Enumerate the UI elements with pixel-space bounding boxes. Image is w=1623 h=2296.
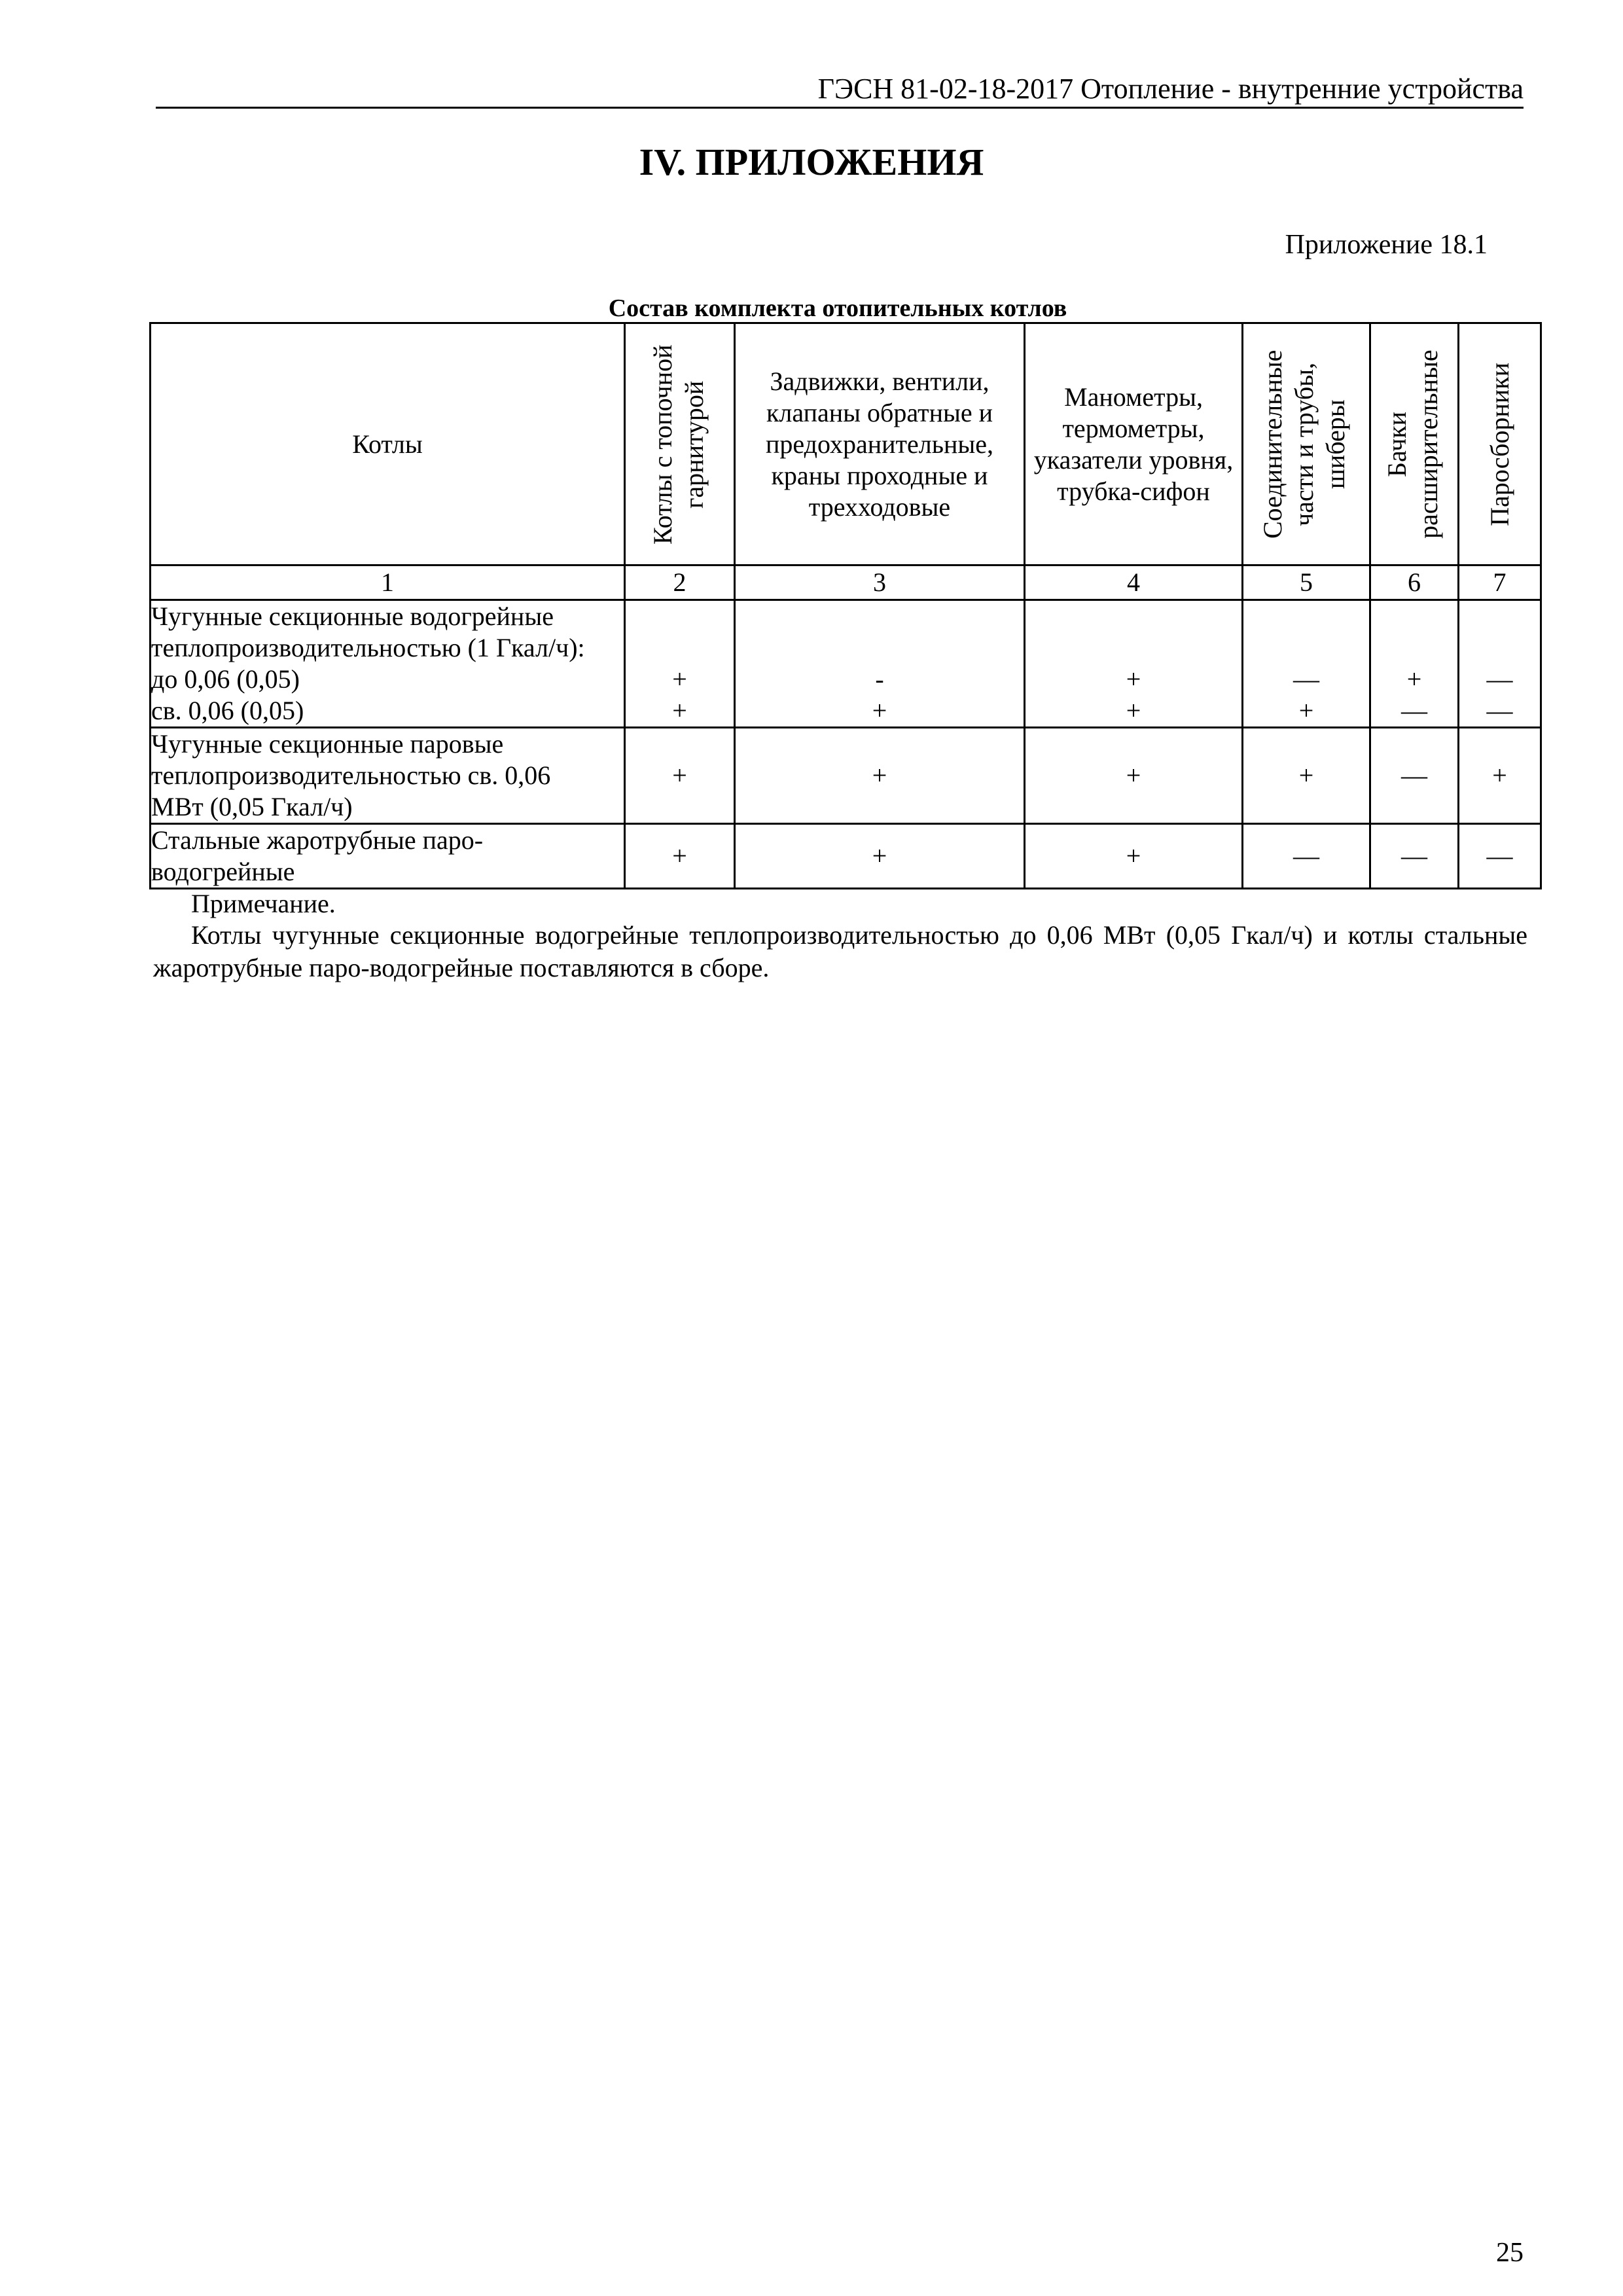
row-name-line: Стальные жаротрубные паро- <box>151 825 484 855</box>
row-name-line: теплопроизводительностью (1 Гкал/ч): <box>151 633 585 662</box>
mark-cell <box>735 600 1025 728</box>
table-caption: Состав комплекта отопительных котлов <box>608 295 1067 322</box>
mark: + <box>1126 664 1141 694</box>
mark-cell: + <box>1243 728 1370 824</box>
header-rule <box>156 107 1524 109</box>
mark: + <box>672 696 687 725</box>
header-text: Бачки расширительные <box>1382 350 1443 539</box>
row-name-line: Чугунные секционные паровые <box>151 729 504 759</box>
mark: — <box>1486 664 1513 694</box>
mark-cell: — <box>1243 824 1370 889</box>
row-name-line: св. 0,06 (0,05) <box>151 696 304 725</box>
row-name-line: водогрейные <box>151 857 295 886</box>
header-cell-furnace-fittings <box>625 323 735 565</box>
section-title: IV. ПРИЛОЖЕНИЯ <box>639 141 984 183</box>
mark-cell: — <box>1370 824 1459 889</box>
column-number: 7 <box>1459 565 1541 600</box>
mark-cell <box>1459 600 1541 728</box>
column-number: 5 <box>1243 565 1370 600</box>
mark: — <box>1293 664 1319 694</box>
mark: - <box>875 664 884 694</box>
header-cell-valves <box>735 323 1025 565</box>
row-name <box>151 600 625 728</box>
column-number: 6 <box>1370 565 1459 600</box>
column-number: 1 <box>151 565 625 600</box>
mark: — <box>1401 696 1427 725</box>
mark-cell: + <box>1025 824 1243 889</box>
row-name-line: МВт (0,05 Гкал/ч) <box>151 792 353 821</box>
header-cell-pipes <box>1243 323 1370 565</box>
header-text: Соединительные части и трубы, шиберы <box>1258 350 1350 539</box>
header-text: Котлы <box>352 429 423 459</box>
column-number: 3 <box>735 565 1025 600</box>
mark-cell: — <box>1370 728 1459 824</box>
mark-cell <box>1370 600 1459 728</box>
mark-cell <box>1025 600 1243 728</box>
mark-cell <box>625 600 735 728</box>
mark: + <box>872 696 887 725</box>
mark: — <box>1486 696 1513 725</box>
header-cell-steam-collectors <box>1459 323 1541 565</box>
running-header: ГЭСН 81-02-18-2017 Отопление - внутренние устройства <box>817 73 1524 105</box>
boiler-kit-table <box>149 322 1542 889</box>
mark: + <box>1126 696 1141 725</box>
column-number: 4 <box>1025 565 1243 600</box>
mark-cell: + <box>1459 728 1541 824</box>
note-title: Примечание. <box>191 889 336 918</box>
mark-cell: + <box>625 728 735 824</box>
mark: + <box>1298 696 1314 725</box>
table-row <box>151 728 1541 824</box>
header-cell-gauges <box>1025 323 1243 565</box>
mark-cell: + <box>735 728 1025 824</box>
row-name-line: Чугунные секционные водогрейные <box>151 601 554 631</box>
note-text: Котлы чугунные секционные водогрейные теплопроизводительностью до 0,06 МВт (0,05 Гкал/ч) и котлы стальные жаротрубные паро-водогрейные поставляются в сборе. <box>153 920 1527 982</box>
mark-cell: + <box>625 824 735 889</box>
row-name <box>151 824 625 889</box>
mark: + <box>672 664 687 694</box>
table-row <box>151 824 1541 889</box>
page-number: 25 <box>1496 2238 1524 2268</box>
header-text: Паросборники <box>1484 362 1514 526</box>
row-name-line: до 0,06 (0,05) <box>151 664 300 694</box>
appendix-label: Приложение 18.1 <box>1285 230 1488 260</box>
header-cell-expansion-tanks <box>1370 323 1459 565</box>
column-number: 2 <box>625 565 735 600</box>
mark-cell: + <box>1025 728 1243 824</box>
column-number-row <box>151 565 1541 600</box>
mark-cell: + <box>735 824 1025 889</box>
mark-cell <box>1243 600 1370 728</box>
header-text: Котлы с топочной гарнитурой <box>647 344 709 545</box>
mark-cell: — <box>1459 824 1541 889</box>
row-name-line: теплопроизводительностью св. 0,06 <box>151 761 551 790</box>
header-text: Манометры, термометры, указатели уровня, трубка-сифон <box>1033 382 1234 506</box>
table-row <box>151 600 1541 728</box>
row-name <box>151 728 625 824</box>
header-text: Задвижки, вентили, клапаны обратные и предохранительные, краны проходные и трехходовые <box>765 366 994 522</box>
mark: + <box>1406 664 1422 694</box>
header-cell-boilers <box>151 323 625 565</box>
